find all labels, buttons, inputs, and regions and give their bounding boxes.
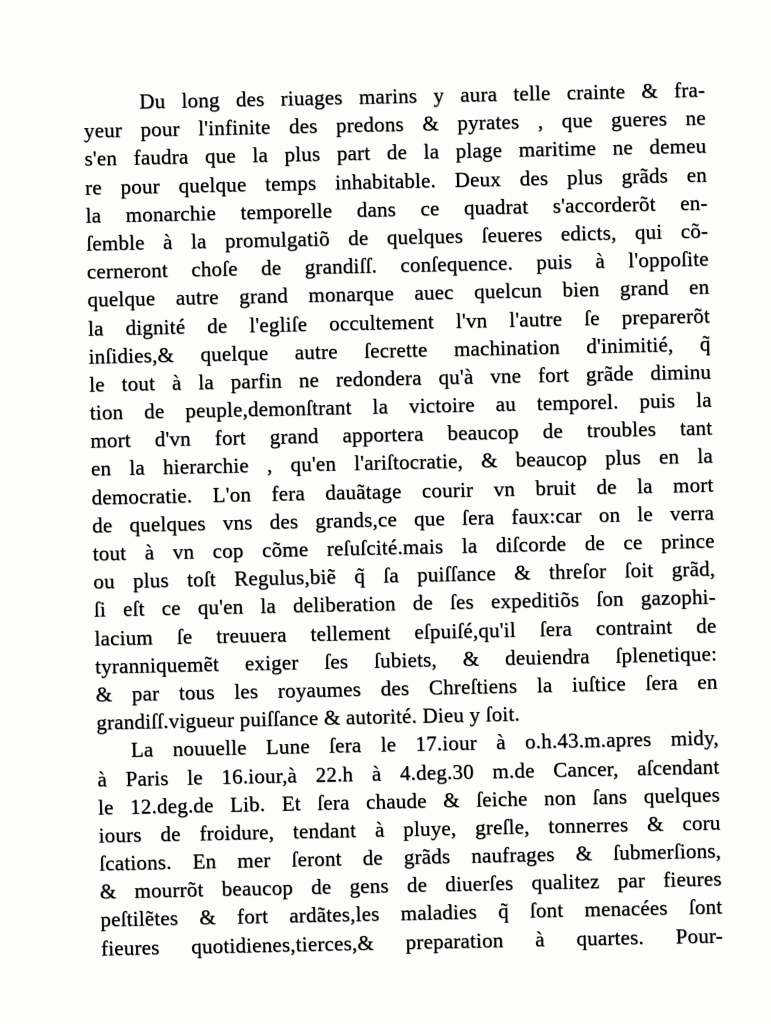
text-line: fieures quotidienes,tierces,& preparation à quartes. Pour- — [100, 923, 724, 961]
text-line: & mourrõt beaucop de gens de diuerſes qualitez par fieures — [99, 866, 722, 904]
text-line: en la hierarchie , qu'en l'ariſtocratie, & beaucop plus en la — [90, 443, 714, 481]
text-line: democratie. L'on fera dauãtage courir vn bruit de la mort — [91, 472, 714, 510]
text-line: à Paris le 16.iour,à 22.h à 4.deg.30 m.de Cancer, aſcendant — [97, 753, 720, 791]
body-text — [83, 76, 723, 963]
text-line: & par tous les royaumes des Chreſtiens la iuſtice ſera en — [95, 669, 718, 707]
text-line: yeur pour l'infinite des predons & pyrates , que gueres ne — [83, 105, 706, 143]
text-line: inſidies,& quelque autre ſecrette machination d'inimitié, q̃ — [88, 331, 711, 369]
text-line: de quelques vns des grands,ce que ſera faux:car on le verra — [91, 500, 715, 538]
text-line: peſtilẽtes & fort ardãtes,les maladies q̃ ſont menacées ſont — [100, 894, 723, 932]
text-line: ſemble à la promulgatiõ de quelques ſeueres edicts, qui cõ- — [85, 218, 709, 256]
text-line: cerneront choſe de grandiſſ. conſequence. puis à l'oppoſite — [86, 246, 709, 284]
text-line: Du long des riuages marins y aura telle crainte & fra- — [138, 77, 706, 114]
text-line: tout à vn cop cõme reſuſcité.mais la diſcorde de ce prince — [92, 528, 715, 566]
text-line: iours de froidure, tendant à pluye, greſle, tonnerres & coru — [98, 810, 721, 848]
text-line: mort d'vn fort grand apportera beaucop de troubles tant — [90, 415, 713, 453]
text-line: lacium ſe treuuera tellement eſpuiſé,qu'il ſera contraint de — [94, 613, 717, 651]
text-line: grandiſſ.vigueur puiſſance & autorité. Dieu y ſoit. — [95, 701, 521, 735]
text-line: la monarchie temporelle dans ce quadrat s'accorderõt en- — [85, 190, 708, 228]
text-line: s'en faudra que la plus part de la plage maritime ne demeu — [84, 133, 707, 171]
text-line: ſi eſt ce qu'en la deliberation de ſes expeditiõs ſon gazophi- — [93, 584, 716, 622]
text-line: ou plus toſt Regulus,biẽ q̃ ſa puiſſance & threſor ſoit grãd, — [92, 556, 716, 594]
text-line: re pour quelque temps inhabitable. Deux des plus grãds en — [84, 162, 708, 200]
text-line: La nouuelle Lune ſera le 17.iour à o.h.43.m.apres midy, — [130, 725, 719, 763]
text-line: tion de peuple,demonſtrant la victoire au temporel. puis la — [89, 387, 712, 425]
text-line: le 12.deg.de Lib. Et ſera chaude & ſeiche non ſans quelques — [97, 782, 721, 820]
text-line: quelque autre grand monarque auec quelcun bien grand en — [87, 274, 710, 312]
text-line: tyranniquemẽt exiger ſes ſubiets, & deuiendra ſplenetique: — [94, 641, 718, 679]
text-line: la dignité de l'egliſe occultement l'vn l'autre ſe preparerõt — [87, 303, 711, 341]
text-line: ſcations. En mer ſeront de grãds naufrages & ſubmerſions, — [98, 838, 722, 876]
text-line: le tout à la parfin ne redondera qu'à vne fort grãde diminu — [88, 359, 712, 397]
